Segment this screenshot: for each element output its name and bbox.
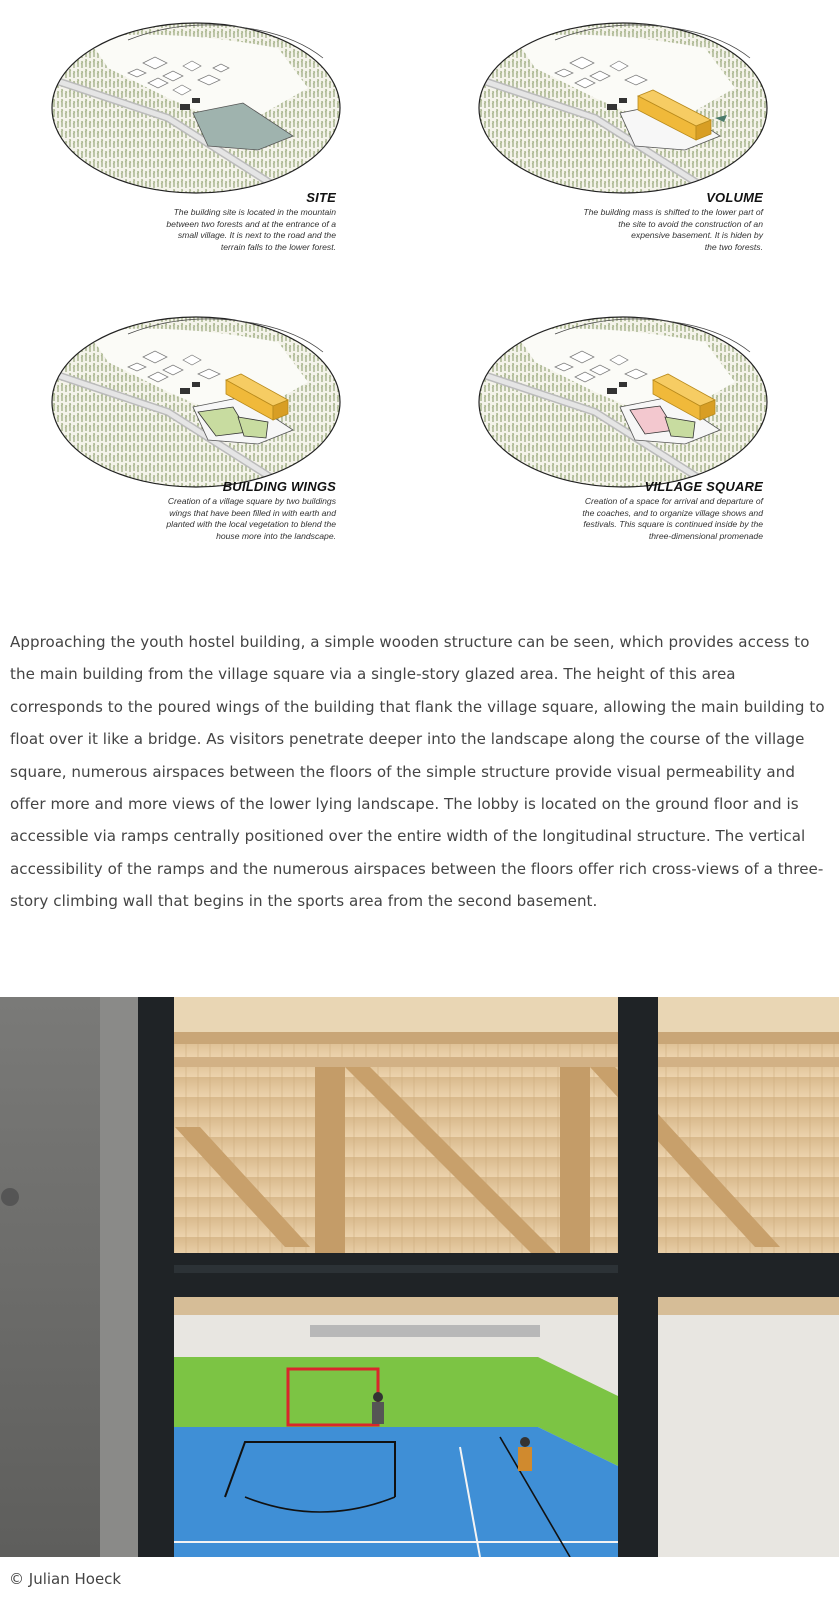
desc-line: three-dimensional promenade [648, 530, 763, 541]
diagram-site [48, 18, 348, 263]
desc-line: planted with the local vegetation to blend the [166, 519, 336, 529]
desc-line: Creation of a space for arrival and departure of [584, 496, 763, 506]
diagram-title: SITE [306, 190, 336, 205]
interior-photo [0, 997, 839, 1557]
diagram-title: VOLUME [706, 190, 763, 205]
diagram-volume [475, 18, 775, 263]
diagram-building-wings [48, 312, 348, 557]
desc-line: the coaches, and to organize village shows and [582, 507, 763, 518]
desc-line: the two forests. [704, 241, 763, 252]
desc-line: festivals. This square is continued inside by the [583, 519, 763, 529]
desc-line: The building site is located in the mountain [173, 207, 336, 217]
desc-line: house more into the landscape. [216, 530, 336, 541]
diagram-description [583, 207, 763, 253]
sports-hall-photo-illustration [0, 997, 839, 1557]
diagram-village-square [475, 312, 775, 557]
article-paragraph: Approaching the youth hostel building, a simple wooden structure can be seen, which provides access to the main building from the village square via a single-story glazed area. The height of this area corresponds to the poured wings of the building that flank the village square, allowing the main building to float over it like a bridge. As visitors penetrate deeper into the landscape along the course of the village square, numerous airspaces between the floors of the simple structure provide visual permeability and offer more and more views of the lower lying landscape. The lobby is located on the ground floor and is accessible via ramps centrally positioned over the entire width of the longitudinal structure. The vertical accessibility of the ramps and the numerous airspaces between the floors offer rich cross-views of a three-story climbing wall that begins in the sports area from the second basement. [10, 633, 825, 911]
desc-line: Creation of a village square by two buildings [167, 496, 336, 506]
photo-credit: © Julian Hoeck [9, 1570, 122, 1588]
desc-line: between two forests and at the entrance of a [166, 218, 336, 229]
desc-line: The building mass is shifted to the lower part of [583, 207, 763, 217]
diagram-description [166, 496, 336, 542]
diagram-description [582, 496, 763, 542]
desc-line: the site to avoid the construction of an [618, 218, 763, 229]
desc-line: expensive basement. It is hiden by [631, 230, 763, 240]
desc-line: wings that have been filled in with earth and [169, 507, 336, 518]
diagram-description [166, 207, 336, 253]
diagram-title: BUILDING WINGS [222, 479, 336, 494]
diagram-title: VILLAGE SQUARE [644, 479, 763, 494]
desc-line: small village. It is next to the road and the [177, 230, 336, 240]
desc-line: terrain falls to the lower forest. [220, 241, 336, 252]
